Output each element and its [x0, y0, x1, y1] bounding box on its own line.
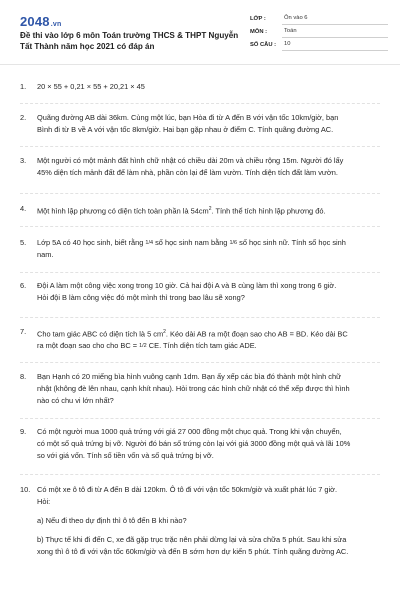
- question-text: Có một người mua 1000 quả trứng với giá 27 000 đồng một chục quả. Trong khi vận chuyển,: [37, 427, 342, 436]
- divider: [20, 474, 380, 475]
- question-text: 20 × 55 + 0,21 × 55 + 20,21 × 45: [37, 82, 145, 91]
- divider: [20, 362, 380, 363]
- divider: [20, 418, 380, 419]
- question-number: 2.: [20, 113, 27, 122]
- question-number: 6.: [20, 281, 27, 290]
- question-text: Lớp 5A có 40 học sinh, biết rằng 1/4 số học sinh nam bằng 1/6 số học sinh nữ. Tính số học sinh: [37, 238, 346, 247]
- question-text: Có một xe ô tô đi từ A đến B dài 120km. Ô tô đi với vận tốc 50km/giờ và xuất phát lúc 7 giờ.: [37, 485, 338, 494]
- document-title: Đề thi vào lớp 6 môn Toán trường THCS & THPT Nguyễn Tất Thành năm học 2021 có đáp án: [20, 31, 239, 51]
- question-9: [20, 426, 388, 462]
- divider: [20, 103, 380, 104]
- question-text: Hỏi:: [37, 497, 51, 506]
- question-number: 1.: [20, 82, 27, 91]
- question-text: Một người có một mảnh đất hình chữ nhật có chiều dài 20m và chiều rộng 15m. Người đó lấy: [37, 156, 344, 165]
- question-7: [20, 326, 388, 352]
- question-number: 9.: [20, 427, 27, 436]
- question-text: Hỏi đội B làm công việc đó một mình thì trong bao lâu sẽ xong?: [37, 293, 245, 302]
- question-part-a: a) Nếu đi theo dự định thì ô tô đến B khi nào?: [37, 516, 187, 525]
- meta-value: Toán: [282, 26, 388, 38]
- question-number: 8.: [20, 372, 27, 381]
- question-4: [20, 203, 388, 217]
- question-part-b: b) Thực tế khi đi đến C, xe đã gặp trục trặc nên phải dừng lại và sửa chữa 5 phút. Sau khi sửa: [37, 535, 347, 544]
- question-text: 45% diện tích mảnh đất để làm nhà, phần còn lại để làm vườn. Tính diện tích đất làm vườn.: [37, 168, 338, 177]
- meta-value: Ôn vào 6: [282, 13, 388, 25]
- question-number: 3.: [20, 156, 27, 165]
- question-text: Một hình lập phương có diện tích toàn phần là $54cm^2$. Tính thể tích hình lập phương đó.: [37, 206, 326, 216]
- question-part-b: xong thì ô tô đi với vận tốc 60km/giờ và đến B sớm hơn dự kiến 5 phút. Tính quãng đường AC.: [37, 547, 349, 556]
- question-text: nhật (không đè lên nhau, cạnh khít nhau). Hỏi trong các hình chữ nhật có thể xếp được thì hình: [37, 384, 350, 393]
- question-text: ra một đoạn sao cho cho BC = 1/2 CE. Tính diện tích tam giác ADE.: [37, 341, 257, 351]
- question-2: [20, 112, 388, 136]
- question-text: Bạn Hạnh có 20 miếng bìa hình vuông cạnh 1dm. Bạn ấy xếp các bìa đó thành một hình chữ: [37, 372, 342, 381]
- meta-label: MÔN :: [250, 28, 268, 35]
- question-5: [20, 237, 388, 261]
- divider: [20, 193, 380, 194]
- document-header: [0, 0, 400, 65]
- question-number: 10.: [20, 485, 31, 494]
- meta-label: LỚP :: [250, 15, 266, 22]
- site-logo[interactable]: 2048.vn: [20, 14, 62, 29]
- question-text: Bình đi từ B về A với vận tốc 8km/giờ. Hai bạn gặp nhau ở điểm C. Tính quãng đường AC.: [37, 125, 334, 134]
- question-10: [20, 484, 388, 558]
- meta-label: SỐ CÂU :: [250, 41, 277, 48]
- question-text: nam.: [37, 250, 54, 259]
- question-number: 5.: [20, 238, 27, 247]
- meta-value: 10: [282, 39, 388, 51]
- question-text: nào có chu vi lớn nhất?: [37, 396, 114, 405]
- question-8: [20, 371, 388, 407]
- question-6: [20, 280, 388, 304]
- question-1: [20, 81, 388, 93]
- question-text: có một số quả trứng bị vỡ. Người đó bán số trứng còn lại với giá 3000 đồng một quả và lãi 10%: [37, 439, 351, 448]
- meta-row-class: [250, 12, 388, 25]
- divider: [20, 317, 380, 318]
- divider: [20, 272, 380, 273]
- question-3: [20, 155, 388, 179]
- question-text: so với giá vốn. Tính số tiền vốn và số quả trứng bị vỡ.: [37, 451, 214, 460]
- divider: [20, 146, 380, 147]
- exam-meta: [250, 12, 388, 51]
- divider: [20, 226, 380, 227]
- question-text: Đội A làm một công việc xong trong 10 giờ. Cả hai đội A và B cùng làm thì xong trong 6 giờ.: [37, 281, 337, 290]
- question-text: Cho tam giác ABC có diện tích là 5 $cm^2$. Kéo dài AB ra một đoạn sao cho AB = BD. Kéo dài BC: [37, 329, 348, 339]
- question-text: Quãng đường AB dài 36km. Cùng một lúc, bạn Hòa đi từ A đến B với vận tốc 10km/giờ, bạn: [37, 113, 339, 122]
- question-number: 4.: [20, 204, 27, 213]
- question-number: 7.: [20, 327, 27, 336]
- meta-row-subject: [250, 25, 388, 38]
- meta-row-count: [250, 38, 388, 51]
